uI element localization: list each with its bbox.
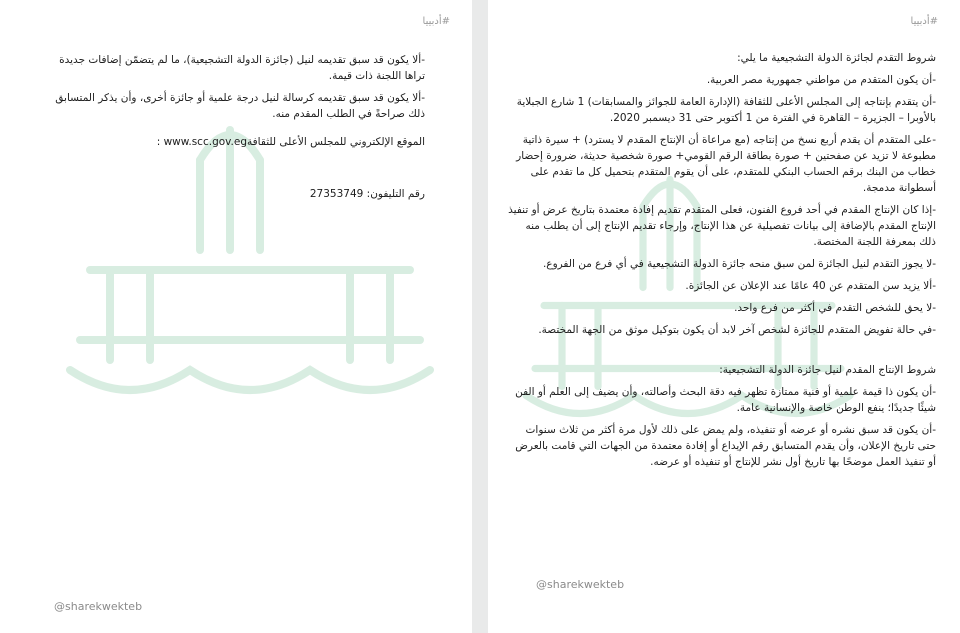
section-heading: شروط الإنتاج المقدم لنيل جائزة الدولة التشجيعية:: [719, 364, 936, 376]
production-condition-item: -أن يكون قد سبق نشره أو عرضه أو تنفيذه، ولم يمض على ذلك لأول مرة أكثر من ثلاث سنوات حتى تاريخ الإعلان، وأن يقدم المتسابق رقم الإيداع أو إفادة معتمدة من الجهات التي قامت بالعرض أو تنفيذ العمل موضحًا بها تاريخ أول نشر للإنتاج أو تنفيذه أو عرضه.: [515, 424, 936, 468]
condition-item: -أن يتقدم بإنتاجه إلى المجلس الأعلى للثقافة (الإدارة العامة للجوائز والمسابقات) 1 شارع الجبلاية بالأوبرا – الجزيرة – القاهرة في الفترة من 1 أكتوبر حتى 31 ديسمبر 2020.: [516, 96, 936, 124]
condition-item: -ألا يكون قد سبق تقديمه لنيل (جائزة الدولة التشجيعية)، ما لم يتضمّن إضافات جديدة تراها اللجنة ذات قيمة.: [59, 54, 425, 82]
condition-item: -لا يحق للشخص التقدم في أكثر من فرع واحد.: [734, 302, 936, 314]
hashtag-label: #أدبييا: [422, 16, 450, 27]
left-page-content: [45, 52, 425, 208]
left-page: [0, 0, 472, 633]
condition-item: -أن يكون المتقدم من مواطني جمهورية مصر العربية.: [706, 74, 936, 86]
condition-item: -ألا يكون قد سبق تقديمه كرسالة لنيل درجة علمية أو جائزة أخرى، وأن يذكر المتسابق ذلك صراحةً في الطلب المقدم منه.: [55, 92, 425, 120]
right-page: [488, 0, 960, 633]
phone-line: رقم التليفون: 27353749: [309, 188, 425, 200]
condition-item: -لا يجوز التقدم لنيل الجائزة لمن سبق منحه جائزة الدولة التشجيعية في أي فرع من الفروع.: [542, 258, 936, 270]
author-handle: @sharekwekteb: [54, 600, 143, 613]
website-line: الموقع الإلكتروني للمجلس الأعلى للثقافةwww.scc.gov.eg :: [156, 136, 425, 148]
right-page-content: [506, 50, 936, 476]
condition-item: -إذا كان الإنتاج المقدم في أحد فروع الفنون، فعلى المتقدم تقديم إفادة معتمدة بتاريخ عرض أو تنفيذ الإنتاج المقدم بالإضافة إلى بيانات تفصيلية عن هذا الإنتاج، وإرجاء تقديم الإنتاج إلى أن يطلب منه ذلك بمعرفة اللجنة المختصة.: [508, 204, 936, 248]
author-handle: @sharekwekteb: [536, 578, 625, 591]
condition-item: -ألا يزيد سن المتقدم عن 40 عامًا عند الإعلان عن الجائزة.: [685, 280, 936, 292]
production-condition-item: -أن يكون ذا قيمة علمية أو فنية ممتازة تظهر فيه دقة البحث وأصالته، وأن يضيف إلى العلم أو الفن شيئًا جديدًا؛ ينفع الوطن خاصة والإنسانية عامة.: [515, 386, 936, 414]
hashtag-label: #أدبييا: [910, 16, 938, 27]
condition-item: -على المتقدم أن يقدم أربع نسخ من إنتاجه (مع مراعاة أن الإنتاج المقدم لا يسترد) + سيرة ذاتية مطبوعة لا تزيد عن صفحتين + صورة بطاقة الرقم القومي+ صورة شخصية حديثة، ضرورة إحضار خطاب من البنك برقم الحساب البنكي للمتقدم، على أن يقوم المتقدم بتحميل كل ما تقدم على أسطوانة مدمجة.: [516, 134, 936, 194]
section-heading: شروط التقدم لجائزة الدولة التشجيعية ما يلي:: [737, 52, 936, 64]
condition-item: -في حالة تفويض المتقدم للجائزة لشخص آخر لابد أن يكون بتوكيل موثق من الجهة المختصة.: [538, 324, 936, 336]
